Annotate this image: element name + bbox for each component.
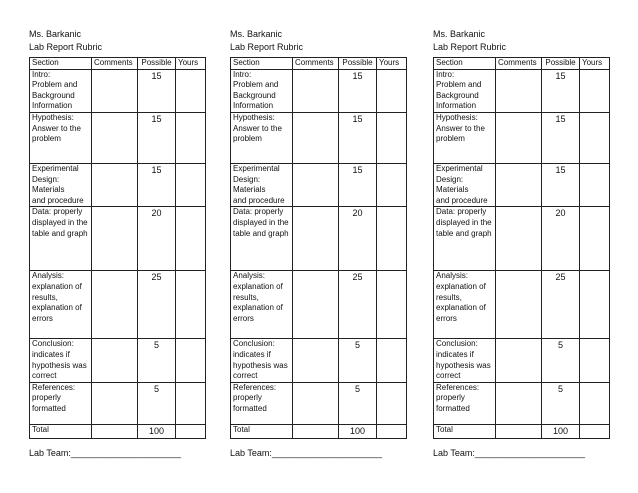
- yours-points-cell: [176, 112, 206, 163]
- yours-points-cell: [377, 424, 407, 438]
- col-comments-header: Comments: [293, 58, 339, 70]
- comments-cell: [496, 382, 542, 424]
- possible-points-cell: 20: [339, 207, 377, 271]
- yours-points-cell: [580, 69, 610, 112]
- section-cell: Analysis: explanation of results, explanation of errors: [30, 271, 92, 339]
- teacher-name: Ms. Barkanic: [433, 29, 486, 39]
- comments-cell: [496, 339, 542, 382]
- header-row: [231, 58, 407, 70]
- rubric-row: [231, 271, 407, 339]
- rubric-table: [433, 57, 610, 439]
- possible-points-cell: 5: [542, 382, 580, 424]
- yours-points-cell: [377, 112, 407, 163]
- rubric-sheet-2: [230, 28, 406, 439]
- teacher-name: Ms. Barkanic: [29, 29, 82, 39]
- comments-cell: [92, 271, 138, 339]
- rubric-row: [231, 112, 407, 163]
- rubric-row: [434, 69, 610, 112]
- col-yours-header: Yours: [176, 58, 206, 70]
- possible-points-cell: 25: [138, 271, 176, 339]
- rubric-row: [231, 382, 407, 424]
- rubric-row: [30, 382, 206, 424]
- section-cell: Experimental Design: Materials and procedure: [231, 163, 293, 206]
- yours-points-cell: [176, 339, 206, 382]
- lab-team-line: Lab Team:______________________: [433, 448, 585, 458]
- yours-points-cell: [377, 163, 407, 206]
- possible-points-cell: 15: [542, 69, 580, 112]
- rubric-row: [30, 339, 206, 382]
- col-yours-header: Yours: [377, 58, 407, 70]
- possible-points-cell: 20: [542, 207, 580, 271]
- yours-points-cell: [580, 207, 610, 271]
- rubric-row: [231, 424, 407, 438]
- header-row: [30, 58, 206, 70]
- section-cell: References: properly formatted: [231, 382, 293, 424]
- section-cell: Data: properly displayed in the table and graph: [30, 207, 92, 271]
- rubric-row: [434, 271, 610, 339]
- possible-points-cell: 100: [339, 424, 377, 438]
- yours-points-cell: [377, 207, 407, 271]
- possible-points-cell: 15: [138, 69, 176, 112]
- comments-cell: [92, 112, 138, 163]
- rubric-row: [231, 339, 407, 382]
- col-comments-header: Comments: [496, 58, 542, 70]
- rubric-title: Lab Report Rubric: [29, 42, 103, 52]
- comments-cell: [92, 424, 138, 438]
- comments-cell: [293, 112, 339, 163]
- rubric-row: [30, 112, 206, 163]
- col-yours-header: Yours: [580, 58, 610, 70]
- section-cell: Hypothesis: Answer to the problem: [30, 112, 92, 163]
- section-cell: Intro: Problem and Background Information: [434, 69, 496, 112]
- comments-cell: [92, 163, 138, 206]
- yours-points-cell: [580, 112, 610, 163]
- comments-cell: [293, 382, 339, 424]
- possible-points-cell: 15: [339, 69, 377, 112]
- rubric-row: [30, 163, 206, 206]
- possible-points-cell: 20: [138, 207, 176, 271]
- possible-points-cell: 5: [138, 339, 176, 382]
- rubric-row: [434, 339, 610, 382]
- rubric-row: [434, 163, 610, 206]
- yours-points-cell: [377, 339, 407, 382]
- col-possible-header: Possible: [138, 58, 176, 70]
- yours-points-cell: [176, 271, 206, 339]
- possible-points-cell: 25: [542, 271, 580, 339]
- comments-cell: [496, 271, 542, 339]
- comments-cell: [496, 69, 542, 112]
- possible-points-cell: 15: [542, 163, 580, 206]
- possible-points-cell: 15: [339, 112, 377, 163]
- comments-cell: [293, 271, 339, 339]
- comments-cell: [293, 69, 339, 112]
- section-cell: Total: [231, 424, 293, 438]
- section-cell: Experimental Design: Materials and procedure: [30, 163, 92, 206]
- teacher-name: Ms. Barkanic: [230, 29, 283, 39]
- col-possible-header: Possible: [339, 58, 377, 70]
- rubric-row: [434, 207, 610, 271]
- col-section-header: Section: [30, 58, 92, 70]
- rubric-row: [30, 69, 206, 112]
- col-possible-header: Possible: [542, 58, 580, 70]
- yours-points-cell: [580, 271, 610, 339]
- rubric-sheet-3: [433, 28, 609, 439]
- rubric-title: Lab Report Rubric: [433, 42, 507, 52]
- rubric-row: [231, 163, 407, 206]
- section-cell: Analysis: explanation of results, explanation of errors: [434, 271, 496, 339]
- possible-points-cell: 100: [542, 424, 580, 438]
- section-cell: References: properly formatted: [30, 382, 92, 424]
- comments-cell: [92, 207, 138, 271]
- rubric-row: [231, 69, 407, 112]
- yours-points-cell: [176, 69, 206, 112]
- rubric-sheet-1: [29, 28, 205, 439]
- comments-cell: [496, 424, 542, 438]
- rubric-row: [30, 207, 206, 271]
- yours-points-cell: [580, 339, 610, 382]
- col-section-header: Section: [231, 58, 293, 70]
- yours-points-cell: [377, 382, 407, 424]
- section-cell: Hypothesis: Answer to the problem: [231, 112, 293, 163]
- possible-points-cell: 5: [339, 339, 377, 382]
- lab-team-line: Lab Team:______________________: [230, 448, 382, 458]
- rubric-row: [30, 424, 206, 438]
- yours-points-cell: [580, 424, 610, 438]
- yours-points-cell: [176, 207, 206, 271]
- col-comments-header: Comments: [92, 58, 138, 70]
- comments-cell: [293, 339, 339, 382]
- comments-cell: [92, 69, 138, 112]
- lab-team-line: Lab Team:______________________: [29, 448, 181, 458]
- rubric-row: [434, 382, 610, 424]
- comments-cell: [293, 424, 339, 438]
- section-cell: Conclusion: indicates if hypothesis was correct: [231, 339, 293, 382]
- yours-points-cell: [176, 163, 206, 206]
- section-cell: Total: [30, 424, 92, 438]
- rubric-row: [30, 271, 206, 339]
- section-cell: Conclusion: indicates if hypothesis was correct: [434, 339, 496, 382]
- section-cell: Intro: Problem and Background Information: [231, 69, 293, 112]
- possible-points-cell: 5: [339, 382, 377, 424]
- rubric-table: [29, 57, 206, 439]
- comments-cell: [496, 112, 542, 163]
- header-row: [434, 58, 610, 70]
- comments-cell: [496, 207, 542, 271]
- comments-cell: [293, 163, 339, 206]
- rubric-row: [231, 207, 407, 271]
- possible-points-cell: 5: [542, 339, 580, 382]
- possible-points-cell: 100: [138, 424, 176, 438]
- comments-cell: [92, 382, 138, 424]
- yours-points-cell: [377, 271, 407, 339]
- yours-points-cell: [377, 69, 407, 112]
- comments-cell: [293, 207, 339, 271]
- section-cell: Total: [434, 424, 496, 438]
- possible-points-cell: 25: [339, 271, 377, 339]
- section-cell: Hypothesis: Answer to the problem: [434, 112, 496, 163]
- rubric-row: [434, 424, 610, 438]
- rubric-title: Lab Report Rubric: [230, 42, 304, 52]
- possible-points-cell: 15: [542, 112, 580, 163]
- possible-points-cell: 15: [339, 163, 377, 206]
- possible-points-cell: 15: [138, 163, 176, 206]
- section-cell: References: properly formatted: [434, 382, 496, 424]
- yours-points-cell: [176, 382, 206, 424]
- section-cell: Intro: Problem and Background Information: [30, 69, 92, 112]
- section-cell: Experimental Design: Materials and procedure: [434, 163, 496, 206]
- section-cell: Data: properly displayed in the table and graph: [434, 207, 496, 271]
- section-cell: Data: properly displayed in the table and graph: [231, 207, 293, 271]
- possible-points-cell: 15: [138, 112, 176, 163]
- section-cell: Conclusion: indicates if hypothesis was correct: [30, 339, 92, 382]
- yours-points-cell: [580, 163, 610, 206]
- rubric-row: [434, 112, 610, 163]
- comments-cell: [92, 339, 138, 382]
- yours-points-cell: [176, 424, 206, 438]
- yours-points-cell: [580, 382, 610, 424]
- comments-cell: [496, 163, 542, 206]
- section-cell: Analysis: explanation of results, explanation of errors: [231, 271, 293, 339]
- rubric-table: [230, 57, 407, 439]
- col-section-header: Section: [434, 58, 496, 70]
- possible-points-cell: 5: [138, 382, 176, 424]
